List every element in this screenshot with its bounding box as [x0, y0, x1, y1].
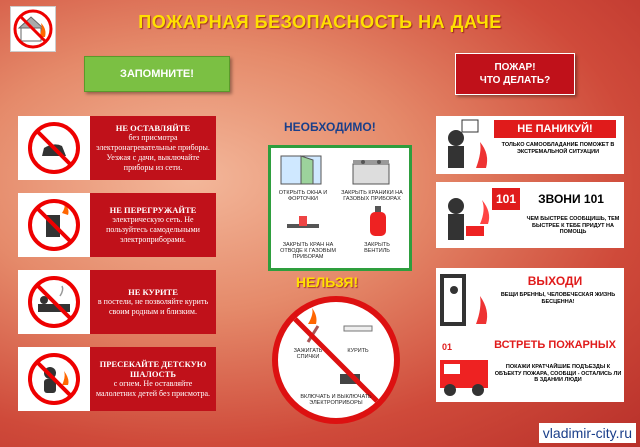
rule-head: НЕ ПЕРЕГРУЖАЙТЕ	[109, 205, 197, 215]
panel-description: ВЕЩИ БРЕННЫ, ЧЕЛОВЕЧЕСКАЯ ЖИЗНЬ БЕСЦЕННА!	[500, 292, 616, 305]
what-to-do-line1: ПОЖАР!	[494, 62, 536, 73]
panel-exit	[436, 268, 624, 330]
necessary-item: ЗАКРЫТЬ КРАНИКИ НА ГАЗОВЫХ ПРИБОРАХ	[341, 190, 403, 202]
watermark: vladimir-city.ru	[539, 423, 636, 443]
overload-prohibited-icon	[18, 193, 90, 257]
window-icon	[279, 154, 323, 186]
forbidden-heading: НЕЛЬЗЯ!	[296, 274, 359, 290]
phone-call-icon	[436, 182, 492, 248]
rule-head: ПРЕСЕКАЙТЕ ДЕТСКУЮ ШАЛОСТЬ	[99, 359, 207, 379]
number-badge: 101	[492, 188, 520, 210]
truck-badge: 01	[442, 342, 453, 352]
necessary-item: ЗАКРЫТЬ КРАН НА ОТВОДЕ К ГАЗОВЫМ ПРИБОРАМ	[280, 242, 336, 260]
rule-card	[18, 347, 216, 411]
necessary-item: ЗАКРЫТЬ ВЕНТИЛЬ	[364, 242, 390, 254]
what-to-do-badge	[455, 53, 575, 95]
rule-card	[18, 270, 216, 334]
necessary-item: ОТКРЫТЬ ОКНА И ФОРТОЧКИ	[278, 190, 328, 202]
panel-description: ПОКАЖИ КРАТЧАЙШИЕ ПОДЪЕЗДЫ К ОБЪЕКТУ ПОЖАРА, СООБЩИ - ОСТАЛИСЬ ЛИ В ЗДАНИИ ЛЮДИ	[494, 364, 622, 383]
child-with-fire-prohibited-icon	[18, 347, 90, 411]
forbidden-item: КУРИТЬ	[347, 348, 369, 354]
panel-heading: ВСТРЕТЬ ПОЖАРНЫХ	[494, 338, 616, 351]
forbidden-item: ВКЛЮЧАТЬ И ВЫКЛЮЧАТЬ ЭЛЕКТРОПРИБОРЫ	[300, 394, 372, 406]
no-smoking-in-bed-icon	[18, 270, 90, 334]
exit-door-icon	[436, 268, 492, 330]
panel-meet-firefighters	[436, 330, 624, 402]
what-to-do-line2: ЧТО ДЕЛАТЬ?	[479, 75, 551, 86]
necessary-heading: НЕОБХОДИМО!	[284, 120, 376, 134]
fire-truck-icon	[436, 330, 492, 402]
panel-heading: ВЫХОДИ	[527, 274, 583, 288]
rule-card	[18, 116, 216, 180]
rule-body: без присмотра электронагревательные приборы. Уезжая с дачи, выключайте приборы из сети.	[96, 133, 210, 172]
gas-valve-icon	[285, 208, 321, 238]
panel-no-panic	[436, 116, 624, 174]
panel-heading: НЕ ПАНИКУЙ!	[494, 120, 616, 138]
rule-head: НЕ ОСТАВЛЯЙТЕ	[115, 123, 191, 133]
panel-call-101	[436, 182, 624, 248]
gas-stove-icon	[349, 154, 393, 186]
panel-description: ТОЛЬКО САМООБЛАДАНИЕ ПОМОЖЕТ В ЭКСТРЕМАЛЬНОЙ СИТУАЦИИ	[501, 142, 615, 155]
forbidden-panel	[272, 296, 400, 424]
gas-cylinder-icon	[367, 204, 389, 238]
forbidden-item: ЗАЖИГАТЬ СПИЧКИ	[293, 348, 323, 360]
remember-badge: ЗАПОМНИТЕ!	[84, 56, 230, 92]
panicking-person-icon	[436, 116, 492, 174]
panel-description: ЧЕМ БЫСТРЕЕ СООБЩИШЬ, ТЕМ БЫСТРЕЕ К ТЕБЕ ПРИДУТ НА ПОМОЩЬ	[526, 216, 620, 235]
rule-body: электрическую сеть. Не пользуйтесь самодельными электроприборами.	[106, 215, 200, 244]
iron-prohibited-icon	[18, 116, 90, 180]
panel-heading: ЗВОНИ 101	[538, 192, 604, 206]
rule-body: в постели, не позволяйте курить своим родным и близким.	[97, 297, 209, 316]
page-title: ПОЖАРНАЯ БЕЗОПАСНОСТЬ НА ДАЧЕ	[138, 12, 502, 32]
rule-body: с огнем. Не оставляйте малолетних детей без присмотра.	[95, 379, 211, 398]
rule-card	[18, 193, 216, 257]
rule-head: НЕ КУРИТЕ	[128, 287, 178, 297]
necessary-panel	[268, 145, 412, 271]
